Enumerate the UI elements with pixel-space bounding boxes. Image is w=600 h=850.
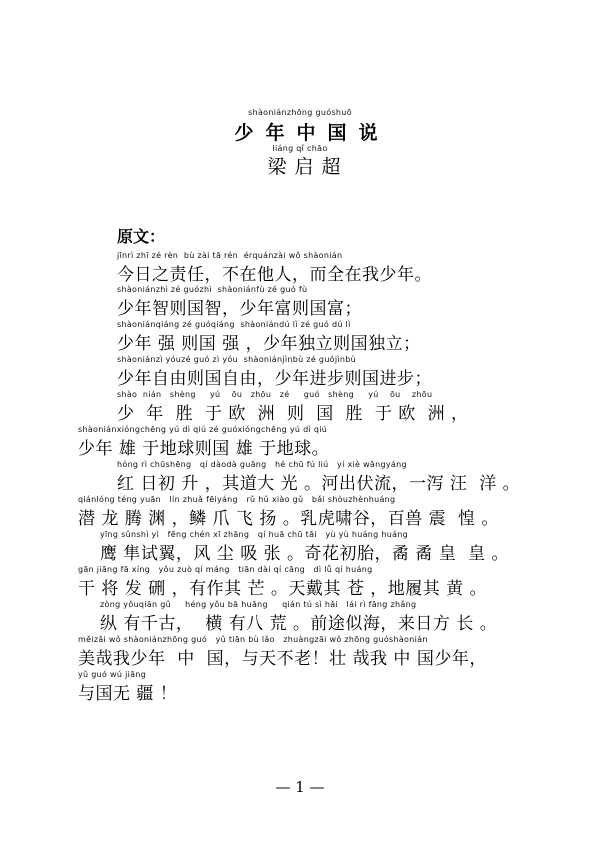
page-number: — 1 — <box>275 778 325 796</box>
line-pinyin: shàoniánxióngchēng yú dì qiú zé guóxióngchēng yú dì qiú <box>78 425 328 434</box>
line-text: 红 日初 升 ，其道大 光 。河出伏流，一泻 汪 洋 。 <box>117 474 521 494</box>
line-pinyin: yǔ guó wú jiāng <box>78 670 147 679</box>
section-heading: 原文： <box>117 227 166 246</box>
line-pinyin: shào nián shèng yú ōu zhōu zé guó shèng yú ōu zhōu <box>117 390 433 399</box>
line-pinyin: shàoniánzhì zé guózhì shàoniánfù zé guó fù <box>117 285 308 294</box>
line-pinyin: zòng yǒuqiān gǔ héng yǒu bā huāng qián tú sì hǎi lái rì fāng zhǎng <box>100 600 417 609</box>
line-text: 美哉我少年 中 国，与天不老！壮 哉我 中 国少年， <box>78 649 487 669</box>
author-name: 梁启超 <box>267 156 349 178</box>
line-text: 纵 有千古， 横 有八 荒 。前途似海，来日方 长 。 <box>100 614 498 634</box>
line-text: 少年智则国智，少年富则国富； <box>117 299 362 319</box>
line-text: 与国无 疆 ！ <box>78 684 178 704</box>
line-pinyin: měizāi wǒ shàoniánzhōng guó yǔ tiān bù lǎo zhuàngzāi wǒ zhōng guóshàonián <box>78 635 428 644</box>
line-text: 少年 雄 于地球则国 雄 于地球。 <box>78 439 330 459</box>
line-pinyin: shàoniánzì yóuzé guó zì yóu shàoniánjìnbù zé guójìnbù <box>117 355 357 364</box>
line-pinyin: gān jiāng fā xíng yǒu zuò qí máng tiān dài qí cāng dì lǚ qí huáng <box>78 565 373 574</box>
line-pinyin: hóng rì chūshēng qí dàodà guāng hé chū fú liú yí xiè wāngyáng <box>117 460 407 469</box>
line-text: 少 年 胜 于 欧 洲 则 国 胜 于 欧 洲 ， <box>117 404 469 424</box>
title-pinyin: shàoniánzhōng guóshuō <box>248 108 352 117</box>
line-text: 干 将 发 硎 ，有作其 芒 。天戴其 苍 ，地履其 黄 。 <box>78 579 488 599</box>
line-pinyin: shàoniánqiáng zé guóqiáng shàoniándú lì zé guó dú lì <box>117 320 351 329</box>
line-text: 鹰 隼试翼，风 尘 吸 张 。奇花初胎，矞 矞 皇 皇 。 <box>100 544 510 564</box>
line-pinyin: jīnrì zhī zé rèn bù zài tā rén érquánzài wǒ shàonián <box>117 251 343 260</box>
line-text: 潜 龙 腾 渊 ，鳞 爪 飞 扬 。乳虎啸谷，百兽 震 惶 。 <box>78 509 499 529</box>
line-pinyin: qiánlóng téng yuān lín zhuǎ fēiyáng rǔ hǔ xiào gǔ bǎi shòuzhènhuáng <box>78 495 396 504</box>
line-text: 少年 强 则国 强 ，少年独立则国独立； <box>117 334 421 354</box>
page-title: 少年中国说 <box>234 122 390 144</box>
line-pinyin: yīng sǔnshì yì fēng chén xī zhāng qí huā chū tāi yù yù huáng huáng <box>100 530 409 539</box>
line-text: 今日之责任，不在他人，而全在我少年。 <box>117 265 432 285</box>
line-text: 少年自由则国自由，少年进步则国进步； <box>117 369 432 389</box>
author-pinyin: liáng qǐ chāo <box>272 144 328 153</box>
